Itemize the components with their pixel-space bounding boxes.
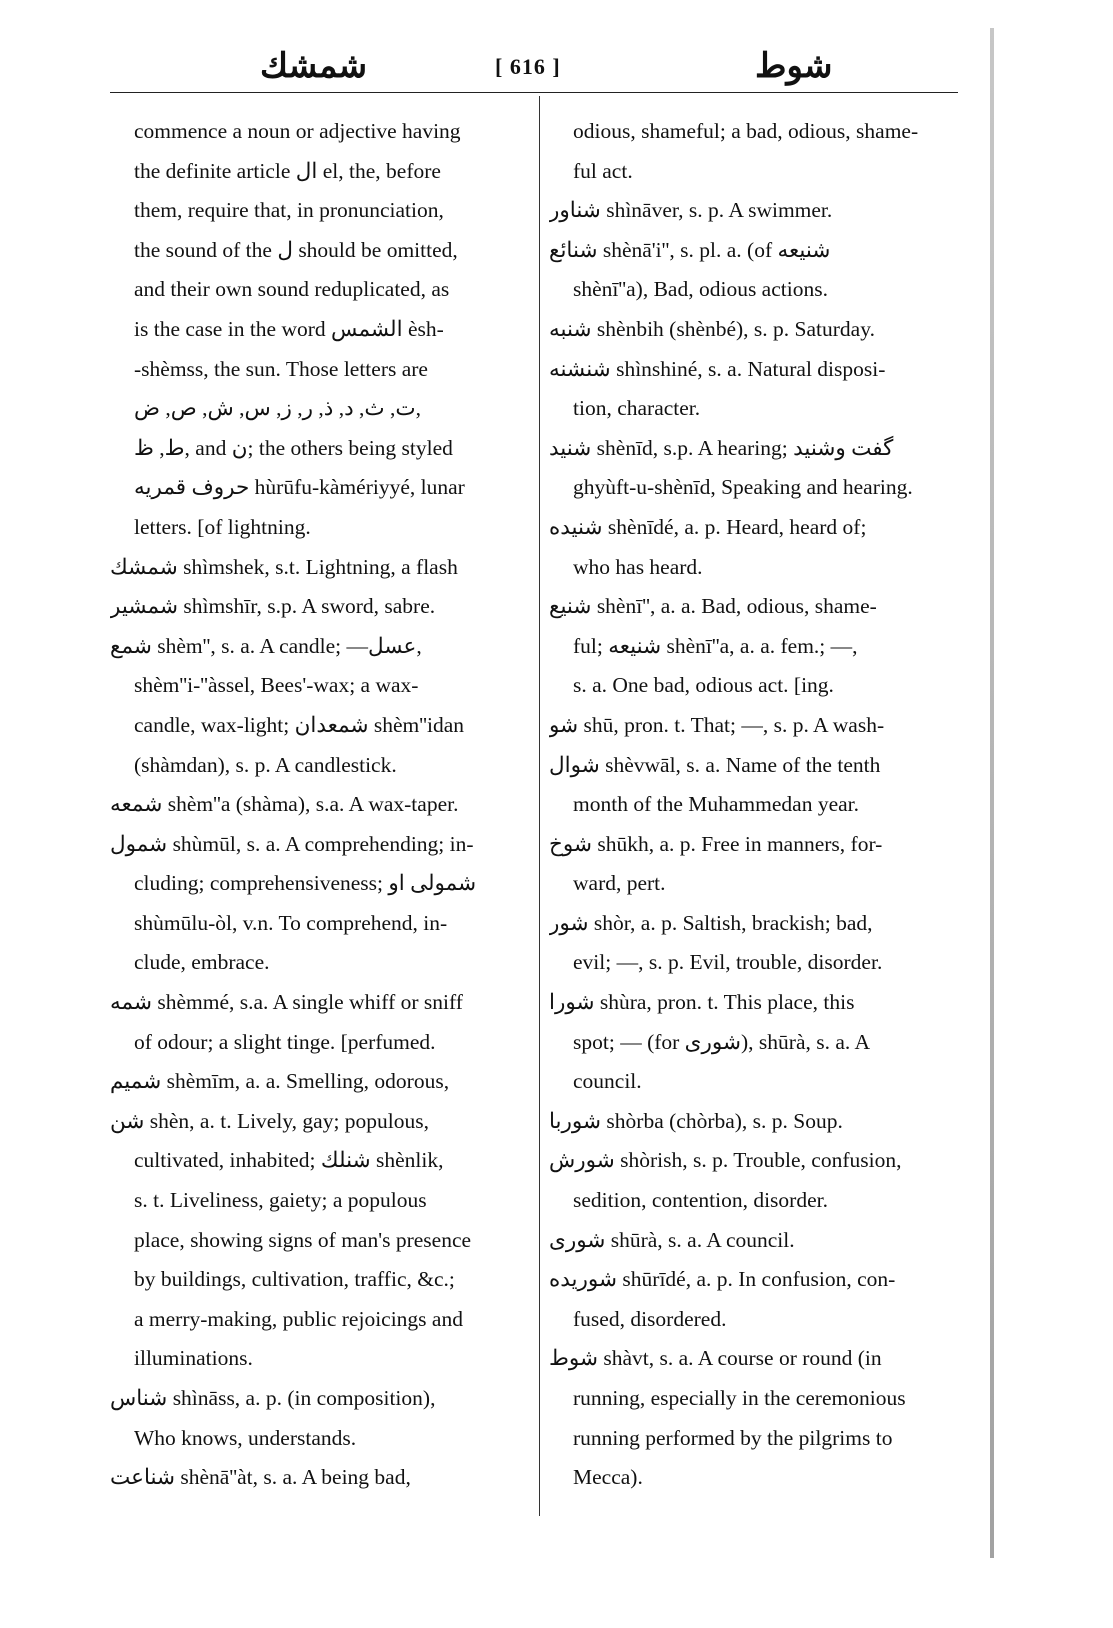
left-column-line: شميم shèmīm, a. a. Smelling, odorous,	[110, 1069, 450, 1094]
column-divider	[539, 96, 540, 1516]
header-rule	[110, 92, 958, 93]
left-column-line: حروف قمریه hùrūfu-kàmériyyé, lunar	[134, 475, 465, 500]
right-column-line: ghyùft-u-shènīd, Speaking and hearing.	[573, 475, 913, 500]
right-column-line: who has heard.	[573, 554, 703, 579]
right-column-line: sedition, contention, disorder.	[573, 1188, 828, 1213]
left-column-line: shèm''i-''àssel, Bees'-wax; a wax-	[134, 673, 419, 698]
left-column-line: cultivated, inhabited; شنلك shènlik,	[134, 1148, 444, 1173]
left-column-line: of odour; a slight tinge. [perfumed.	[134, 1029, 436, 1054]
right-column-line: month of the Muhammedan year.	[573, 792, 859, 817]
right-column-line: شو shū, pron. t. That; —, s. p. A wash-	[549, 712, 885, 737]
left-column-line: a merry-making, public rejoicings and	[134, 1306, 463, 1331]
left-column-line: شناعت shènā''àt, s. a. A being bad,	[110, 1465, 411, 1490]
right-column-line: شنشنه shìnshiné, s. a. Natural disposi-	[549, 356, 886, 381]
left-column-line: شمه shèmmé, s.a. A single whiff or sniff	[110, 990, 463, 1015]
right-column-line: شوری shūrà, s. a. A council.	[549, 1227, 795, 1252]
right-column-line: شورش shòrish, s. p. Trouble, confusion,	[549, 1148, 902, 1173]
page-header	[110, 42, 940, 102]
right-column-line: spot; — (for شوری), shūrà, s. a. A	[573, 1029, 870, 1054]
right-column-line: شورا shùra, pron. t. This place, this	[549, 990, 855, 1015]
header-last-word: شوط	[755, 48, 833, 85]
left-column-line: illuminations.	[134, 1346, 253, 1371]
right-column-line: ful; شنيعه shènī''a, a. a. fem.; —,	[573, 633, 858, 658]
right-column-line: fused, disordered.	[573, 1306, 727, 1331]
left-column-line: clude, embrace.	[134, 950, 270, 975]
right-column-line: council.	[573, 1069, 642, 1094]
left-column	[110, 112, 520, 1498]
left-column-line: Who knows, understands.	[134, 1425, 357, 1450]
left-column-line: the definite article ال el, the, before	[134, 158, 441, 183]
right-column-line: running, especially in the ceremonious	[573, 1386, 906, 1410]
left-column-line: is the case in the word الشمس èsh-	[134, 316, 444, 341]
left-column-line: ت, ث, د, ذ, ر, ز, س, ش, ص, ض,	[134, 396, 421, 421]
right-column-line: شنيد shènīd, s.p. A hearing; گفت وشنيد	[549, 435, 894, 460]
left-column-line: s. t. Liveliness, gaiety; a populous	[134, 1188, 427, 1213]
left-column-line: candle, wax-light; شمعدان shèm''idan	[134, 712, 465, 737]
right-column-line: evil; —, s. p. Evil, trouble, disorder.	[573, 950, 883, 975]
right-column-line: Mecca).	[573, 1465, 643, 1490]
right-column-line: شنائع shènā'i'', s. pl. a. (of شنيعه	[549, 237, 831, 262]
header-first-word: شمشك	[260, 48, 368, 85]
left-column-line: the sound of the ل should be omitted,	[134, 237, 458, 262]
right-column-line: شوريده shūrīdé, a. p. In confusion, con-	[549, 1267, 896, 1292]
left-column-line: شمول shùmūl, s. a. A comprehending; in-	[110, 831, 474, 856]
left-column-line: -shèmss, the sun. Those letters are	[134, 356, 428, 381]
right-column-line: شور shòr, a. p. Saltish, brackish; bad,	[549, 910, 873, 935]
left-column-line: شمشك shìmshek, s.t. Lightning, a flash	[110, 554, 458, 579]
right-column-line: shènī''a), Bad, odious actions.	[573, 277, 828, 302]
left-column-line: شن shèn, a. t. Lively, gay; populous,	[110, 1108, 430, 1133]
left-column-line: شمع shèm'', s. a. A candle; —عسل,	[110, 633, 422, 658]
left-column-line: shùmūlu-òl, v.n. To comprehend, in-	[134, 910, 448, 935]
right-column-line: شوال shèvwāl, s. a. Name of the tenth	[549, 752, 881, 777]
left-column-line: شمعه shèm''a (shàma), s.a. A wax-taper.	[110, 792, 459, 817]
right-column-line: شوخ shūkh, a. p. Free in manners, for-	[549, 831, 883, 856]
left-column-line: ط, ظ, and ن; the others being styled	[134, 435, 453, 460]
right-column-line: ful act.	[573, 158, 633, 183]
left-column-line: (shàmdan), s. p. A candlestick.	[134, 752, 397, 777]
right-column-line: شوط shàvt, s. a. A course or round (in	[549, 1346, 882, 1371]
right-column-line: running performed by the pilgrims to	[573, 1425, 893, 1450]
right-column-line: شناور shìnāver, s. p. A swimmer.	[549, 198, 833, 223]
left-column-line: them, require that, in pronunciation,	[134, 198, 444, 223]
right-column-line: شنبه shènbih (shènbé), s. p. Saturday.	[549, 316, 875, 341]
left-column-line: شمشير shìmshīr, s.p. A sword, sabre.	[110, 594, 436, 619]
page-edge-shadow	[990, 28, 994, 1558]
right-column-line: tion, character.	[573, 396, 701, 421]
left-column-line: by buildings, cultivation, traffic, &c.;	[134, 1267, 455, 1292]
left-column-line: شناس shìnāss, a. p. (in composition),	[110, 1386, 436, 1410]
right-column-line: شنيع shènī'', a. a. Bad, odious, shame-	[549, 594, 877, 619]
right-column-line: شوربا shòrba (chòrba), s. p. Soup.	[549, 1108, 843, 1133]
left-column-line: place, showing signs of man's presence	[134, 1227, 472, 1252]
right-column-line: odious, shameful; a bad, odious, shame-	[573, 119, 919, 143]
left-column-line: commence a noun or adjective having	[134, 119, 461, 143]
right-column-line: شنيده shènīdé, a. p. Heard, heard of;	[549, 514, 867, 539]
left-column-line: letters. [of lightning.	[134, 514, 311, 539]
left-column-line: cluding; comprehensiveness; شمولی او	[134, 871, 477, 896]
left-column-line: and their own sound reduplicated, as	[134, 277, 450, 302]
right-column	[549, 112, 937, 1498]
page-number: [ 616 ]	[495, 54, 561, 79]
right-column-line: s. a. One bad, odious act. [ing.	[573, 673, 834, 698]
right-column-line: ward, pert.	[573, 871, 666, 896]
